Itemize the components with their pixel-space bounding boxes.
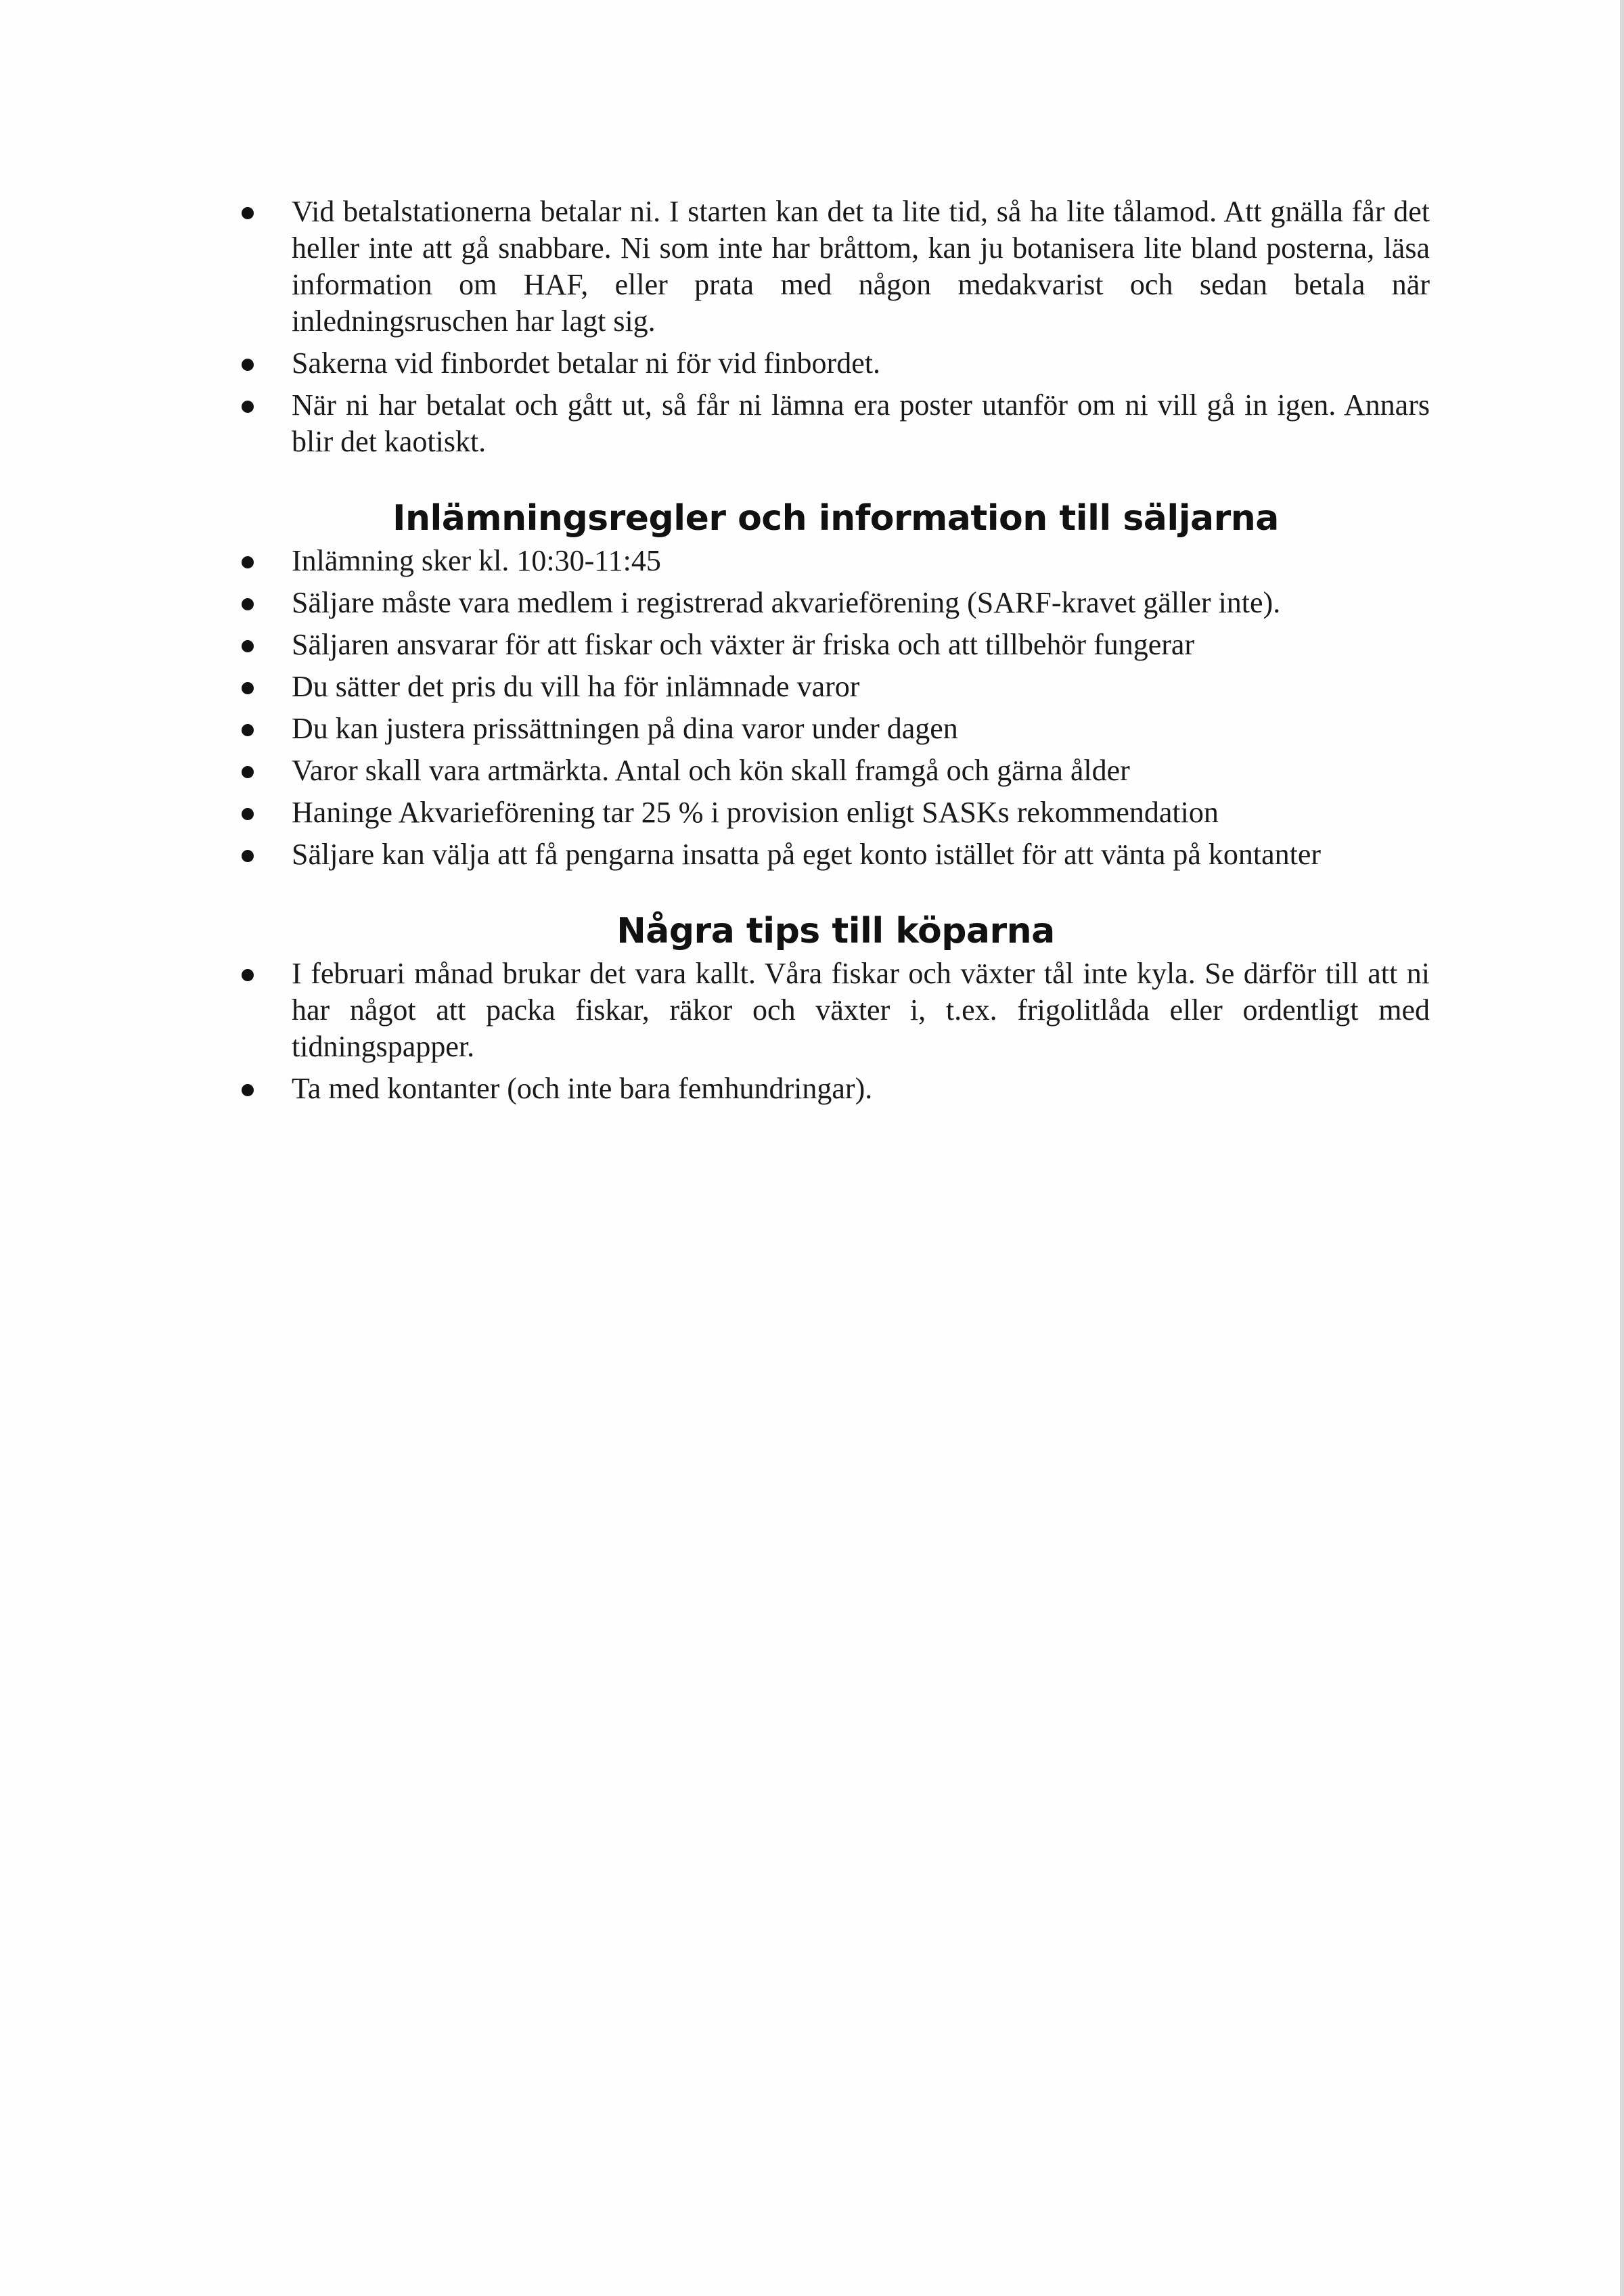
list-item bbox=[242, 543, 1430, 579]
bullet-icon bbox=[242, 766, 254, 778]
list-item-text: Ta med kontanter (och inte bara femhundringar). bbox=[292, 1072, 873, 1105]
bullet-icon bbox=[242, 640, 254, 652]
bullet-icon bbox=[242, 682, 254, 694]
list-item bbox=[242, 836, 1430, 873]
list-item-text: Du kan justera prissättningen på dina varor under dagen bbox=[292, 712, 958, 745]
bullet-icon bbox=[242, 359, 254, 371]
list-item-text: Vid betalstationerna betalar ni. I starten kan det ta lite tid, så ha lite tålamod. Att gnälla får det heller inte att gå snabbare. Ni som inte har bråttom, kan ju botanisera lite bland posterna, läsa information om HAF, eller prata med någon medakvarist och sedan betala när inledningsruschen har lagt sig. bbox=[292, 195, 1430, 338]
intro-bullet-list bbox=[242, 194, 1430, 460]
list-item bbox=[242, 387, 1430, 460]
list-item bbox=[242, 955, 1430, 1065]
list-item-text: Inlämning sker kl. 10:30-11:45 bbox=[292, 544, 661, 577]
list-item-text: Säljare måste vara medlem i registrerad akvarieförening (SARF-kravet gäller inte). bbox=[292, 586, 1281, 619]
list-item bbox=[242, 194, 1430, 340]
bullet-icon bbox=[242, 598, 254, 610]
list-item-text: Säljare kan välja att få pengarna insatta på eget konto istället för att vänta på kontanter bbox=[292, 838, 1322, 871]
list-item-text: Varor skall vara artmärkta. Antal och kön skall framgå och gärna ålder bbox=[292, 754, 1130, 787]
document-content bbox=[242, 194, 1430, 1112]
list-item bbox=[242, 585, 1430, 621]
bullet-icon bbox=[242, 1084, 254, 1096]
list-item bbox=[242, 752, 1430, 789]
bullet-icon bbox=[242, 850, 254, 862]
list-item-text: Säljaren ansvarar för att fiskar och växter är friska och att tillbehör fungerar bbox=[292, 628, 1195, 661]
list-item-text: När ni har betalat och gått ut, så får ni lämna era poster utanför om ni vill gå in igen. Annars blir det kaotiskt. bbox=[292, 388, 1430, 458]
sellers-bullet-list bbox=[242, 543, 1430, 873]
list-item-text: Sakerna vid finbordet betalar ni för vid finbordet. bbox=[292, 346, 880, 380]
bullet-icon bbox=[242, 401, 254, 413]
list-item bbox=[242, 669, 1430, 705]
list-item-text: Haninge Akvarieförening tar 25 % i provision enligt SASKs rekommendation bbox=[292, 796, 1219, 829]
bullet-icon bbox=[242, 207, 254, 219]
list-item bbox=[242, 711, 1430, 747]
bullet-icon bbox=[242, 969, 254, 981]
bullet-icon bbox=[242, 556, 254, 568]
list-item bbox=[242, 627, 1430, 663]
buyers-heading: Några tips till köparna bbox=[616, 911, 1055, 951]
buyers-bullet-list bbox=[242, 955, 1430, 1107]
list-item-text: I februari månad brukar det vara kallt. Våra fiskar och växter tål inte kyla. Se därför till att ni har något att packa fiskar, räkor och växter i, t.ex. frigolitlåda eller ordentligt med tidningspapper. bbox=[292, 957, 1430, 1063]
list-item bbox=[242, 345, 1430, 382]
bullet-icon bbox=[242, 724, 254, 736]
list-item-text: Du sätter det pris du vill ha för inlämnade varor bbox=[292, 670, 860, 703]
list-item bbox=[242, 794, 1430, 831]
page-edge-shadow bbox=[1620, 0, 1624, 2296]
sellers-heading: Inlämningsregler och information till säljarna bbox=[392, 498, 1279, 539]
list-item bbox=[242, 1071, 1430, 1107]
bullet-icon bbox=[242, 808, 254, 820]
